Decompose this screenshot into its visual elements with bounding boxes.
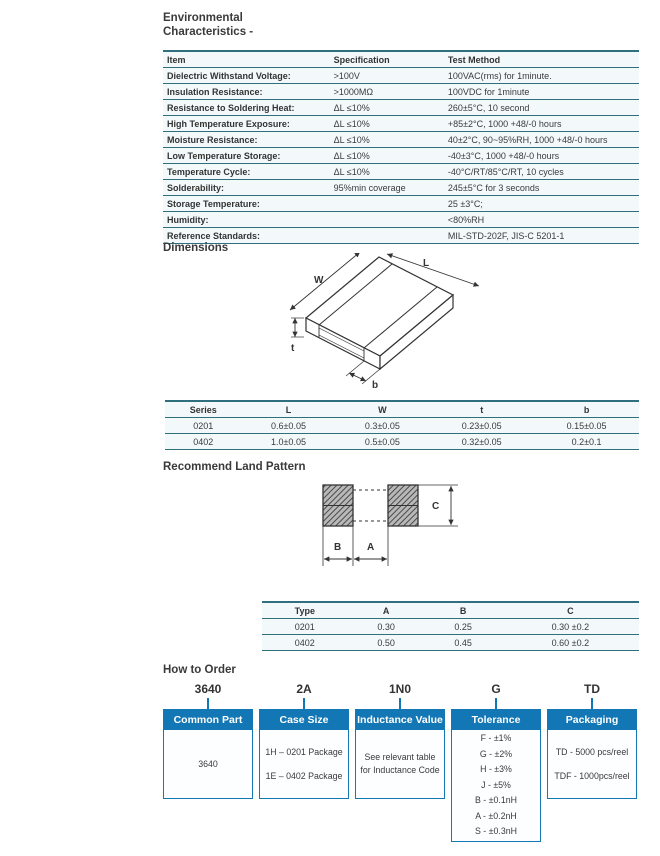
- col-item: Item: [167, 54, 186, 65]
- cell-item: Low Temperature Storage:: [167, 150, 281, 161]
- cell-spec: >100V: [333, 70, 360, 81]
- order-box-line: See relevant table: [364, 752, 436, 762]
- cell-test: 25 ±3°C;: [447, 198, 483, 209]
- order-box: [547, 709, 637, 799]
- order-box: [451, 709, 541, 842]
- dim-label-l: L: [423, 258, 430, 269]
- cell: 1.0±0.05: [270, 436, 306, 447]
- cell-item: Humidity:: [167, 214, 209, 225]
- col-type: Type: [294, 605, 315, 616]
- cell-spec: ΔL ≤10%: [333, 134, 370, 145]
- order-column-inductance-value: [355, 682, 445, 799]
- col-b: b: [583, 404, 590, 415]
- table-row: [262, 619, 639, 635]
- order-column-common-part: [163, 682, 253, 799]
- order-box-line: J - ±5%: [481, 779, 511, 790]
- dimensions-table-wrap: [165, 400, 639, 450]
- land-pattern-table: [262, 601, 639, 651]
- cell-test: 100VAC(rms) for 1minute.: [447, 70, 552, 81]
- order-column-packaging: [547, 682, 637, 799]
- cell-item: Reference Standards:: [167, 230, 261, 241]
- col-t: t: [480, 404, 484, 415]
- connector-line: [399, 698, 401, 709]
- cell-item: Temperature Cycle:: [167, 166, 251, 177]
- cell: 0.25: [454, 621, 472, 632]
- table-row: [163, 148, 639, 164]
- cell-test: MIL-STD-202F, JIS-C 5201-1: [447, 230, 565, 241]
- cell-spec: [330, 196, 444, 212]
- cell: 0402: [294, 637, 315, 648]
- how-to-order-title: How to Order: [163, 664, 236, 676]
- cell-item: Storage Temperature:: [167, 198, 260, 209]
- cell-test: 100VDC for 1minute: [447, 86, 530, 97]
- cell-spec: 95%min coverage: [333, 182, 406, 193]
- cell-spec: >1000MΩ: [333, 86, 374, 97]
- order-box-line: TDF - 1000pcs/reel: [554, 771, 630, 781]
- order-box-header: Inductance Value: [356, 710, 444, 730]
- table-row: [163, 164, 639, 180]
- cell: 0.23±0.05: [461, 420, 502, 431]
- table-header-row: [165, 401, 639, 418]
- table-header-row: [262, 602, 639, 619]
- land-pattern-drawing: [315, 478, 465, 586]
- cell: 0402: [193, 436, 214, 447]
- order-box-line: TD - 5000 pcs/reel: [555, 747, 629, 757]
- cell-item: Moisture Resistance:: [167, 134, 258, 145]
- order-box-body: [164, 730, 252, 798]
- cell: 0.60 ±0.2: [551, 637, 590, 648]
- table-row: [163, 84, 639, 100]
- page-title-line1: Environmental: [163, 12, 243, 24]
- order-column-case-size: [259, 682, 349, 799]
- table-row: [163, 116, 639, 132]
- order-column-tolerance: [451, 682, 541, 842]
- cell: 0.45: [454, 637, 472, 648]
- cell-test: -40±3°C, 1000 +48/-0 hours: [447, 150, 560, 161]
- environmental-table: [163, 50, 639, 244]
- part-code: 2A: [296, 682, 312, 696]
- cell-spec: [330, 212, 444, 228]
- table-row: [163, 212, 639, 228]
- order-box-line: 3640: [198, 758, 218, 769]
- order-box-line: 1H – 0201 Package: [265, 747, 343, 757]
- cell-item: High Temperature Exposure:: [167, 118, 290, 129]
- col-a: A: [382, 605, 390, 616]
- cell: 0201: [193, 420, 214, 431]
- connector-line: [303, 698, 305, 709]
- dimensions-table: [165, 400, 639, 450]
- cell: 0.3±0.05: [364, 420, 400, 431]
- order-box-line: A - ±0.2nH: [475, 810, 517, 821]
- col-l: L: [285, 404, 292, 415]
- order-box: [163, 709, 253, 799]
- order-box-line: H - ±3%: [480, 764, 512, 775]
- dim-label-b2: B: [334, 542, 342, 553]
- col-w: W: [378, 404, 387, 415]
- cell-test: 245±5°C for 3 seconds: [447, 182, 540, 193]
- cell-test: -40°C/RT/85°C/RT, 10 cycles: [447, 166, 564, 177]
- order-box-body: [356, 730, 444, 798]
- order-box-line: 1E – 0402 Package: [265, 771, 343, 781]
- page-title: [163, 11, 253, 39]
- table-row: [163, 100, 639, 116]
- cell-spec: ΔL ≤10%: [333, 118, 370, 129]
- order-box-header: Common Part: [164, 710, 252, 730]
- cell-test: +85±2°C, 1000 +48/-0 hours: [447, 118, 562, 129]
- part-code: 3640: [194, 682, 222, 696]
- table-row: [163, 180, 639, 196]
- cell-spec: ΔL ≤10%: [333, 150, 370, 161]
- part-code: 1N0: [388, 682, 411, 696]
- cell: 0.5±0.05: [364, 436, 400, 447]
- part-code: TD: [584, 682, 600, 696]
- table-row: [163, 228, 639, 244]
- dim-label-c: C: [432, 501, 440, 512]
- table-row: [163, 68, 639, 84]
- col-b: B: [459, 605, 467, 616]
- order-box-line: G - ±2%: [479, 748, 513, 759]
- table-row: [165, 434, 639, 450]
- col-c: C: [567, 605, 574, 616]
- dim-label-a: A: [367, 542, 375, 553]
- how-to-order-diagram: [163, 682, 639, 842]
- order-box: [355, 709, 445, 799]
- order-box-line: for Inductance Code: [360, 765, 440, 775]
- cell-spec: ΔL ≤10%: [333, 166, 370, 177]
- land-pattern-title: Recommend Land Pattern: [163, 461, 306, 473]
- col-specification: Specification: [333, 54, 390, 65]
- col-test-method: Test Method: [447, 54, 501, 65]
- cell-test: <80%RH: [447, 214, 485, 225]
- order-box-header: Tolerance: [452, 710, 540, 730]
- cell-spec: ΔL ≤10%: [333, 102, 370, 113]
- order-box-header: Packaging: [548, 710, 636, 730]
- order-box-line: S - ±0.3nH: [475, 826, 517, 837]
- table-header-row: [163, 51, 639, 68]
- table-row: [262, 635, 639, 651]
- table-row: [163, 132, 639, 148]
- connector-line: [495, 698, 497, 709]
- cell-item: Solderability:: [167, 182, 225, 193]
- page-title-line2: Characteristics -: [163, 26, 254, 38]
- table-row: [163, 196, 639, 212]
- cell: 0.2±0.1: [571, 436, 602, 447]
- order-box-header: Case Size: [260, 710, 348, 730]
- cell-item: Insulation Resistance:: [167, 86, 263, 97]
- dimensions-title: Dimensions: [163, 242, 229, 254]
- order-box: [259, 709, 349, 799]
- land-pattern-table-wrap: [262, 601, 639, 651]
- cell-item: Resistance to Soldering Heat:: [167, 102, 295, 113]
- order-box-body: [452, 730, 540, 841]
- chip-dimension-drawing: [278, 253, 488, 397]
- cell-test: 40±2°C, 90~95%RH, 1000 +48/-0 hours: [447, 134, 608, 145]
- table-row: [165, 418, 639, 434]
- connector-line: [591, 698, 593, 709]
- cell: 0.30: [377, 621, 395, 632]
- cell-item: Dielectric Withstand Voltage:: [167, 70, 291, 81]
- cell: 0.32±0.05: [461, 436, 502, 447]
- part-code: G: [491, 682, 501, 696]
- cell-test: 260±5°C, 10 second: [447, 102, 530, 113]
- cell: 0.50: [377, 637, 395, 648]
- dim-label-w: W: [314, 275, 324, 286]
- cell: 0.30 ±0.2: [551, 621, 590, 632]
- cell: 0.15±0.05: [566, 420, 607, 431]
- dim-label-b: b: [372, 380, 379, 391]
- cell: 0.6±0.05: [270, 420, 306, 431]
- dim-label-t: t: [291, 343, 295, 354]
- col-series: Series: [189, 404, 217, 415]
- cell: 0201: [294, 621, 315, 632]
- environmental-characteristics-section: [163, 50, 639, 244]
- connector-line: [207, 698, 209, 709]
- order-box-body: [260, 730, 348, 798]
- order-box-line: B - ±0.1nH: [475, 795, 517, 806]
- order-box-line: F - ±1%: [480, 733, 512, 744]
- order-box-body: [548, 730, 636, 798]
- cell-spec: [330, 228, 444, 244]
